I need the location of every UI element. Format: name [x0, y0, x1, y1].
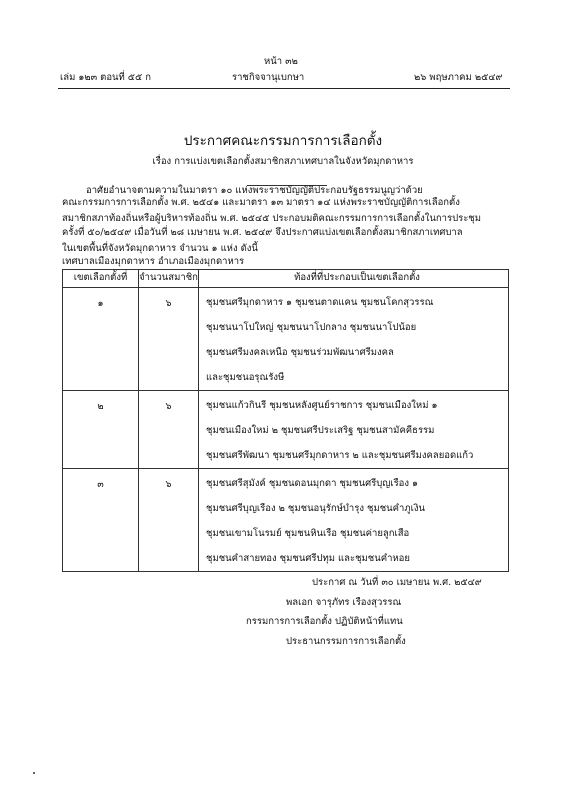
gazette-date: ๒๖ พฤษภาคม ๒๕๔๙ — [414, 72, 503, 83]
body-line: สมาชิกสภาท้องถิ่นหรือผู้บริหารท้องถิ่น พ.ศ. ๒๕๔๕ ประกอบมติคณะกรรมการการเลือกตั้งในการประชุม — [62, 213, 482, 224]
signatory-position: กรรมการการเลือกตั้ง ปฏิบัติหน้าที่แทน — [246, 616, 403, 627]
announcement-title: ประกาศคณะกรรมการการเลือกตั้ง — [183, 133, 383, 149]
area-list — [199, 288, 509, 391]
header-areas: ท้องที่ที่ประกอบเป็นเขตเลือกตั้ง — [199, 270, 509, 288]
district-number: ๒ — [97, 401, 104, 412]
signature-block — [246, 573, 482, 651]
body-line: ครั้งที่ ๕๐/๒๕๔๙ เมื่อวันที่ ๒๘ เมษายน พ.ศ. ๒๕๔๙ จึงประกาศแบ่งเขตเลือกตั้งสมาชิกสภาเทศบาล — [62, 227, 463, 238]
signatory-name: พลเอก จารุภัทร เรืองสุวรรณ — [286, 596, 402, 608]
announcement-subject: เรื่อง การแบ่งเขตเลือกตั้งสมาชิกสภาเทศบาลในจังหวัดมุกดาหาร — [152, 156, 414, 167]
member-count: ๖ — [165, 401, 172, 412]
member-count: ๖ — [165, 298, 172, 309]
header-divider — [58, 88, 510, 89]
area-line: ชุมชนศรีมุกดาหาร ๑ ชุมชนตาดแคน ชุมชนโคกสุวรรณ — [206, 297, 434, 308]
area-line: ชุมชนศรีสุมังค์ ชุมชนดอนมุกดา ชุมชนศรีบุญเรือง ๑ — [206, 478, 419, 489]
area-line: ชุมชนนาโปใหญ่ ชุมชนนาโปกลาง ชุมชนนาโปน้อย — [206, 322, 417, 333]
table-row — [63, 469, 509, 572]
header-district: เขตเลือกตั้งที่ — [63, 270, 139, 288]
area-line: ชุมชนเมืองใหม่ ๒ ชุมชนศรีประเสริฐ ชุมชนสามัคคีธรรม — [206, 425, 435, 436]
area-line: ชุมชนแก้วกินรี ชุมชนหลังศูนย์ราชการ ชุมชนเมืองใหม่ ๑ — [206, 400, 438, 411]
signatory-position-2: ประธานกรรมการการเลือกตั้ง — [286, 635, 406, 647]
member-count: ๖ — [165, 479, 172, 490]
area-line: ชุมชนศรีบุญเรือง ๒ ชุมชนอนุรักษ์บำรุง ชุมชนคำภูเงิน — [206, 503, 425, 514]
area-line: ชุมชนศรีพัฒนา ชุมชนศรีมุกดาหาร ๒ และชุมชนศรีมงคลยอดแก้ว — [206, 450, 474, 461]
header-members: จำนวนสมาชิก — [139, 270, 199, 288]
scan-speck — [33, 772, 35, 774]
area-line: ชุมชนเขามโนรมย์ ชุมชนหินเรือ ชุมชนค่ายลูกเสือ — [206, 528, 410, 539]
signature-date: ประกาศ ณ วันที่ ๓๐ เมษายน พ.ศ. ๒๕๔๙ — [312, 577, 482, 588]
table-caption: เทศบาลเมืองมุกดาหาร อำเภอเมืองมุกดาหาร — [62, 256, 245, 267]
body-line: อาศัยอำนาจตามความในมาตรา ๑๐ แห่งพระราชบัญญัติประกอบรัฐธรรมนูญว่าด้วย — [86, 185, 423, 196]
district-number: ๓ — [97, 479, 104, 490]
area-list — [199, 391, 509, 469]
area-line: ชุมชนคำสายทอง ชุมชนศรีปทุม และชุมชนคำหอย — [206, 553, 410, 564]
volume-issue: เล่ม ๑๒๓ ตอนที่ ๕๕ ก — [60, 72, 151, 83]
district-number: ๑ — [97, 298, 104, 309]
table-row — [63, 288, 509, 391]
table-header-row — [63, 270, 509, 288]
gazette-name: ราชกิจจานุเบกษา — [232, 72, 305, 83]
area-line: ชุมชนศรีมงคลเหนือ ชุมชนร่วมพัฒนาศรีมงคล — [206, 347, 394, 358]
area-list — [199, 469, 509, 572]
page-number: หน้า ๓๒ — [264, 56, 298, 67]
body-line: คณะกรรมการการเลือกตั้ง พ.ศ. ๒๕๔๑ และมาตรา ๑๓ มาตรา ๑๔ แห่งพระราชบัญญัติการเลือกตั้ง — [62, 197, 460, 208]
table-row — [63, 391, 509, 469]
area-line: และชุมชนอรุณรังษี — [206, 372, 285, 383]
districts-table — [62, 269, 509, 572]
body-line: ในเขตพื้นที่จังหวัดมุกดาหาร จำนวน ๑ แห่ง ดังนี้ — [62, 243, 258, 254]
